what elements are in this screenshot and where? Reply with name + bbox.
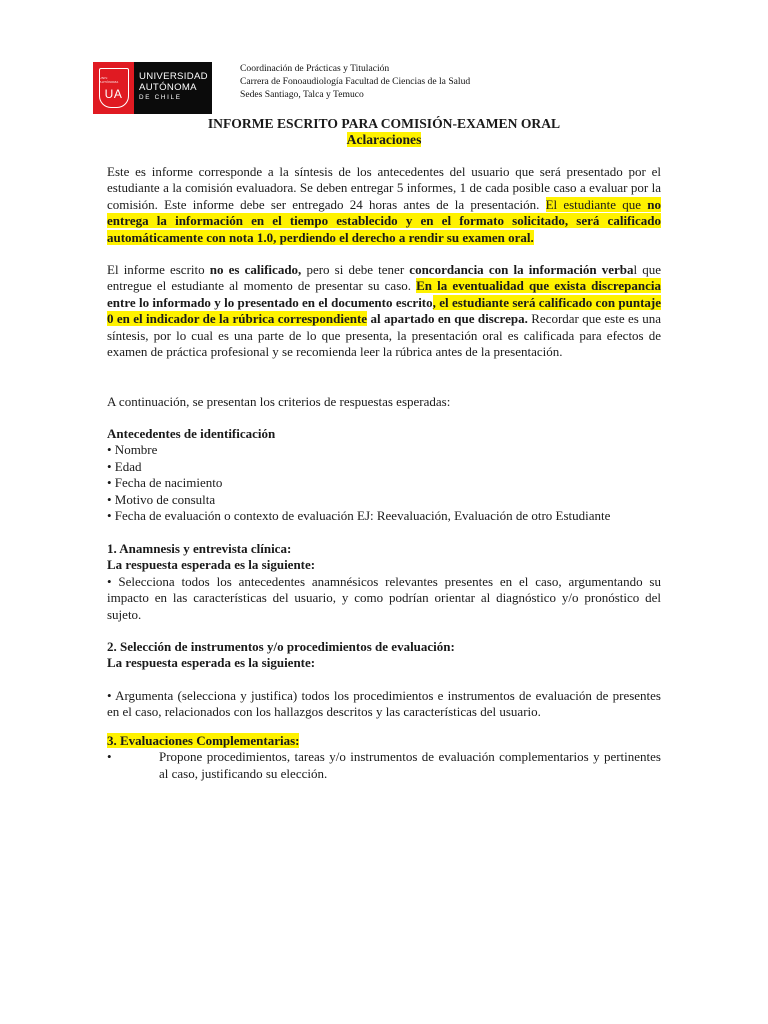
header-info [240, 62, 470, 101]
logo-monogram: UA [104, 86, 123, 101]
section-3-text: Propone procedimientos, tareas y/o instrumentos de evaluación complementarios y pertinentes al caso, justificando su elección. [159, 749, 661, 781]
section-3-heading: 3. Evaluaciones Complementarias: [107, 733, 300, 748]
calification-paragraph [107, 262, 661, 360]
section-anamnesis [107, 541, 661, 623]
section-1-heading: 1. Anamnesis y entrevista clínica: [107, 541, 292, 556]
identification-section [107, 426, 661, 524]
section-2-body [107, 688, 661, 721]
document-subtitle-wrap [0, 132, 768, 148]
section-2-subheading: La respuesta esperada es la siguiente: [107, 655, 316, 671]
para2-bold-4: al apartado en que discrepa. [367, 311, 528, 327]
logo-shield-icon [99, 68, 129, 108]
para2-text-4: Recordar que este es una síntesis, por lo cual es una parte de lo que presenta, la presentación oral es calificada para efectos de examen de práctica profesional y se recomienda leer la rúbrica antes de la presentación. [107, 311, 661, 360]
section-3-item [107, 749, 661, 782]
logo-line-3: DE CHILE [139, 94, 182, 102]
logo-wordmark [134, 72, 212, 104]
logo-red-block [93, 62, 134, 114]
para2-text-1: El informe escrito [107, 262, 210, 277]
section-complementary [107, 733, 661, 782]
list-item: • Edad [107, 458, 142, 474]
list-item: • Fecha de nacimiento [107, 475, 223, 491]
section-2-text: • Argumenta (selecciona y justifica) todos los procedimientos e instrumentos de evaluación de presentes en el caso, relacionados con los hallazgos descritos y las características del usuario. [107, 688, 661, 720]
para2-bold-2: concordancia con la información verba [409, 262, 634, 277]
section-1-text: • Selecciona todos los antecedentes anamnésicos relevantes presentes en el caso, argumentando su impacto en las características del usuario, y como podrían orientar al diagnóstico y/o pronóstico del sujeto. [107, 573, 661, 622]
university-logo [93, 62, 212, 114]
intro-highlight: El estudiante que [545, 196, 648, 212]
para2-highlight-1: En la eventualidad que exista discrepancia [416, 278, 661, 294]
intro-text: Este es informe corresponde a la síntesis de los antecedentes del usuario que será presentado por el estudiante a la comisión evaluadora. Se deben entregar 5 informes, 1 de cada posible caso a evaluar por la comisión. Este informe debe ser entregado 24 horas antes de la presentación. [107, 164, 661, 212]
intro-highlight-bold: no entrega la información en el tiempo establecido y en el formato solicitado, será calificado automáticamente con nota 1.0, perdiendo el derecho a rendir su examen oral. [107, 196, 661, 245]
section-3-bullet: • [107, 749, 112, 765]
header-info-line: Carrera de Fonoaudiología Facultad de Ciencias de la Salud [240, 76, 471, 87]
para2-text-3: l que entregue el estudiante al momento de presentar su caso. [107, 262, 662, 294]
logo-line-1: UNIVERSIDAD [139, 71, 208, 83]
section-1-subheading: La respuesta esperada es la siguiente: [107, 557, 316, 573]
list-item: • Motivo de consulta [107, 491, 216, 507]
para2-highlight-2: , el estudiante será calificado con puntaje 0 en el indicador de la rúbrica correspondiente [107, 294, 662, 327]
para2-bold-1: no es calificado, [209, 262, 302, 277]
para2-text-2: pero si debe tener [301, 262, 410, 277]
header-info-line: Coordinación de Prácticas y Titulación [240, 63, 390, 74]
criteria-intro: A continuación, se presentan los criterios de respuestas esperadas: [107, 394, 451, 409]
intro-paragraph [107, 164, 661, 246]
document-title: INFORME ESCRITO PARA COMISIÓN-EXAMEN ORAL [207, 116, 561, 131]
para2-bold-3: entre lo informado y lo presentado en el documento escrito [107, 294, 433, 310]
section-2-heading: 2. Selección de instrumentos y/o procedimientos de evaluación: [107, 639, 455, 654]
header-info-line: Sedes Santiago, Talca y Temuco [240, 89, 364, 100]
section-instruments [107, 639, 661, 672]
logo-line-2: AUTÓNOMA [139, 81, 197, 93]
identification-heading: Antecedentes de identificación [107, 426, 276, 441]
list-item: • Fecha de evaluación o contexto de evaluación EJ: Reevaluación, Evaluación de otro Estudiante [107, 508, 611, 524]
document-subtitle: Aclaraciones [346, 132, 422, 147]
list-item: • Nombre [107, 442, 158, 458]
logo-seal-text: UNIV. AUTÓNOMA [99, 75, 119, 84]
